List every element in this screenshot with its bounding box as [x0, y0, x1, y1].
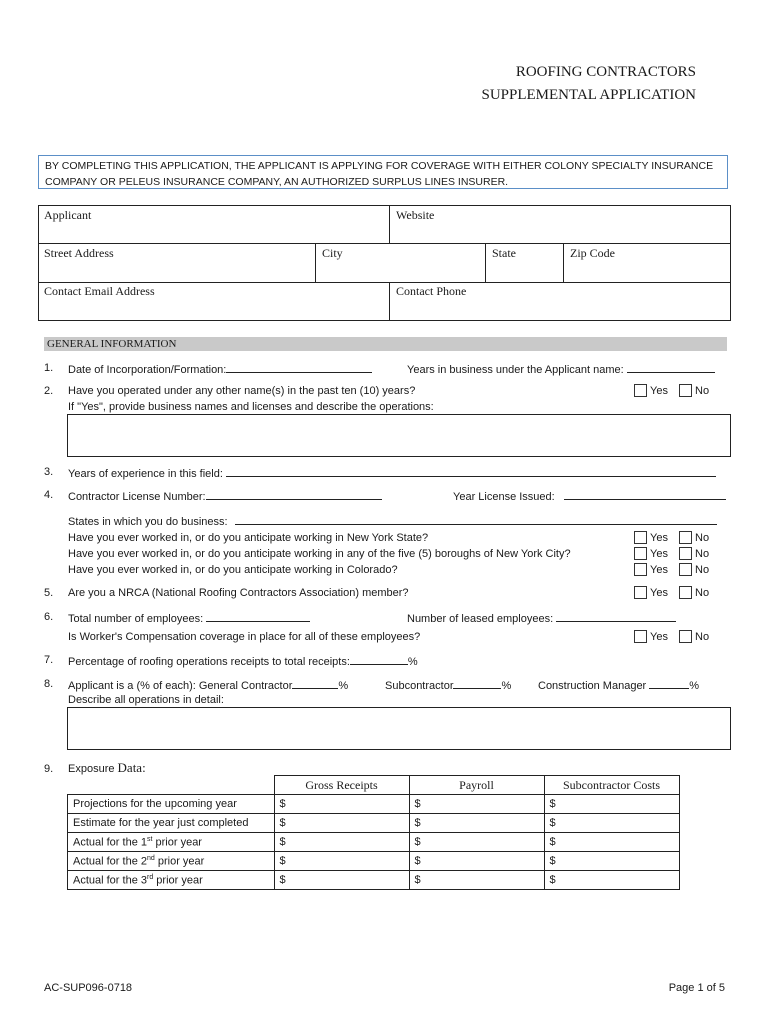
subcontractor-costs-cell[interactable]: $: [544, 795, 679, 814]
no-label: No: [695, 586, 710, 599]
nyc-yes-checkbox[interactable]: [634, 547, 647, 560]
subcontractor-costs-cell[interactable]: $: [544, 852, 679, 871]
total-employees-input[interactable]: [206, 611, 310, 622]
nys-no-checkbox[interactable]: [679, 531, 692, 544]
construction-manager-pct-input[interactable]: [649, 678, 689, 689]
percent-sign: %: [407, 656, 418, 668]
nrca-yes-checkbox[interactable]: [634, 586, 647, 599]
street-address-field[interactable]: Street Address: [44, 246, 114, 260]
payroll-cell[interactable]: $: [409, 795, 544, 814]
q2-followup-label: If "Yes", provide business names and licenses and describe the operations:: [68, 401, 434, 413]
q2-number: 2.: [44, 385, 54, 397]
nrca-no-checkbox[interactable]: [679, 586, 692, 599]
state-field[interactable]: State: [492, 246, 516, 260]
states-label: States in which you do business:: [68, 516, 228, 528]
q7-label: Percentage of roofing operations receipts to total receipts:: [68, 656, 350, 668]
row-label: Actual for the 2nd prior year: [68, 852, 275, 871]
license-number-input[interactable]: [206, 489, 382, 500]
workers-comp-yes-checkbox[interactable]: [634, 630, 647, 643]
percent-sign: %: [501, 680, 512, 692]
q2-label: Have you operated under any other name(s) in the past ten (10) years?: [68, 385, 416, 397]
form-title-line1: ROOFING CONTRACTORS: [515, 64, 696, 80]
yes-label: Yes: [650, 586, 668, 599]
colorado-no-checkbox[interactable]: [679, 563, 692, 576]
nyc-no-checkbox[interactable]: [679, 547, 692, 560]
coverage-notice: BY COMPLETING THIS APPLICATION, THE APPLICANT IS APPLYING FOR COVERAGE WITH EITHER COLONY SPECIALTY INSURANCE COMPANY OR PELEUS INSURANCE COMPANY, AN AUTHORIZED SURPLUS LINES INSURER.: [38, 155, 728, 189]
colorado-yes-checkbox[interactable]: [634, 563, 647, 576]
subcontractor-costs-cell[interactable]: $: [544, 833, 679, 852]
table-row: [68, 852, 680, 871]
yes-label: Yes: [650, 630, 668, 643]
q4-number: 4.: [44, 489, 54, 501]
q1-label: Date of Incorporation/Formation:: [68, 364, 227, 376]
general-contractor-pct-input[interactable]: [292, 678, 338, 689]
q6-label: Total number of employees:: [68, 613, 204, 625]
new-york-state-question: Have you ever worked in, or do you anticipate working in New York State?: [68, 532, 429, 544]
percent-sign: %: [689, 680, 700, 692]
payroll-cell[interactable]: $: [409, 833, 544, 852]
row-label: Projections for the upcoming year: [68, 795, 275, 814]
percent-sign: %: [338, 680, 349, 692]
describe-operations-label: Describe all operations in detail:: [68, 694, 224, 706]
q6-number: 6.: [44, 611, 54, 623]
website-field[interactable]: Website: [396, 208, 435, 222]
payroll-cell[interactable]: $: [409, 814, 544, 833]
no-label: No: [695, 630, 710, 643]
table-row: [68, 871, 680, 890]
page-number: Page 1 of 5: [668, 982, 725, 994]
q5-number: 5.: [44, 587, 54, 599]
no-label: No: [695, 384, 710, 397]
row-label: Actual for the 3rd prior year: [68, 871, 275, 890]
applicant-info-box: [38, 205, 731, 321]
nys-yes-checkbox[interactable]: [634, 531, 647, 544]
q3-number: 3.: [44, 466, 54, 478]
nyc-boroughs-question: Have you ever worked in, or do you anticipate working in any of the five (5) boroughs of New York City?: [68, 548, 571, 560]
exposure-data-table: [67, 775, 680, 890]
payroll-cell[interactable]: $: [409, 852, 544, 871]
gross-receipts-cell[interactable]: $: [274, 833, 409, 852]
year-license-label: Year License Issued:: [453, 491, 555, 503]
contact-email-field[interactable]: Contact Email Address: [44, 284, 155, 298]
years-in-business-input[interactable]: [627, 362, 715, 373]
states-input[interactable]: [235, 514, 717, 525]
construction-manager-label: Construction Manager: [538, 680, 647, 692]
table-row: [68, 814, 680, 833]
form-code: AC-SUP096-0718: [44, 982, 133, 994]
q1-number: 1.: [44, 362, 54, 374]
applicant-field[interactable]: Applicant: [44, 208, 92, 222]
zip-code-field[interactable]: Zip Code: [570, 246, 615, 260]
q2-no-checkbox[interactable]: [679, 384, 692, 397]
gross-receipts-header: Gross Receipts: [274, 776, 409, 795]
q8-label: Applicant is a (% of each): General Contractor: [68, 680, 293, 692]
workers-comp-no-checkbox[interactable]: [679, 630, 692, 643]
year-license-input[interactable]: [564, 489, 726, 500]
q4-label: Contractor License Number:: [68, 491, 206, 503]
city-field[interactable]: City: [322, 246, 343, 260]
workers-comp-question: Is Worker's Compensation coverage in place for all of these employees?: [68, 631, 421, 643]
yes-label: Yes: [650, 384, 668, 397]
operations-description-textarea[interactable]: [67, 707, 731, 750]
q2-yes-checkbox[interactable]: [634, 384, 647, 397]
q1b-label: Years in business under the Applicant name:: [407, 364, 624, 376]
payroll-cell[interactable]: $: [409, 871, 544, 890]
roofing-percentage-input[interactable]: [350, 654, 408, 665]
subcontractor-costs-cell[interactable]: $: [544, 871, 679, 890]
yes-label: Yes: [650, 547, 668, 560]
q7-number: 7.: [44, 654, 54, 666]
leased-employees-label: Number of leased employees:: [407, 613, 554, 625]
other-names-textarea[interactable]: [67, 414, 731, 457]
q5-label: Are you a NRCA (National Roofing Contractors Association) member?: [68, 587, 409, 599]
no-label: No: [695, 531, 710, 544]
gross-receipts-cell[interactable]: $: [274, 852, 409, 871]
gross-receipts-cell[interactable]: $: [274, 814, 409, 833]
payroll-header: Payroll: [409, 776, 544, 795]
exposure-data-label: Data:: [117, 760, 146, 775]
gross-receipts-cell[interactable]: $: [274, 795, 409, 814]
subcontractor-label: Subcontractor: [385, 680, 454, 692]
subcontractor-costs-header: Subcontractor Costs: [544, 776, 679, 795]
table-row: [68, 833, 680, 852]
contact-phone-field[interactable]: Contact Phone: [396, 284, 467, 298]
yes-label: Yes: [650, 563, 668, 576]
gross-receipts-cell[interactable]: $: [274, 871, 409, 890]
q3-label: Years of experience in this field:: [68, 468, 223, 480]
colorado-question: Have you ever worked in, or do you anticipate working in Colorado?: [68, 564, 398, 576]
table-header-row: [68, 776, 680, 795]
q9-number: 9.: [44, 763, 54, 775]
row-label: Actual for the 1st prior year: [68, 833, 275, 852]
no-label: No: [695, 563, 710, 576]
exposure-label: Exposure: [68, 763, 118, 775]
incorporation-date-input[interactable]: [226, 362, 372, 373]
q8-number: 8.: [44, 678, 54, 690]
subcontractor-costs-cell[interactable]: $: [544, 814, 679, 833]
row-label: Estimate for the year just completed: [68, 814, 275, 833]
subcontractor-pct-input[interactable]: [453, 678, 501, 689]
years-experience-input[interactable]: [226, 466, 716, 477]
no-label: No: [695, 547, 710, 560]
form-title-line2: SUPPLEMENTAL APPLICATION: [481, 87, 696, 103]
empty-header-cell: [68, 776, 275, 795]
leased-employees-input[interactable]: [556, 611, 676, 622]
table-row: [68, 795, 680, 814]
section-general-information: GENERAL INFORMATION: [44, 337, 727, 351]
yes-label: Yes: [650, 531, 668, 544]
